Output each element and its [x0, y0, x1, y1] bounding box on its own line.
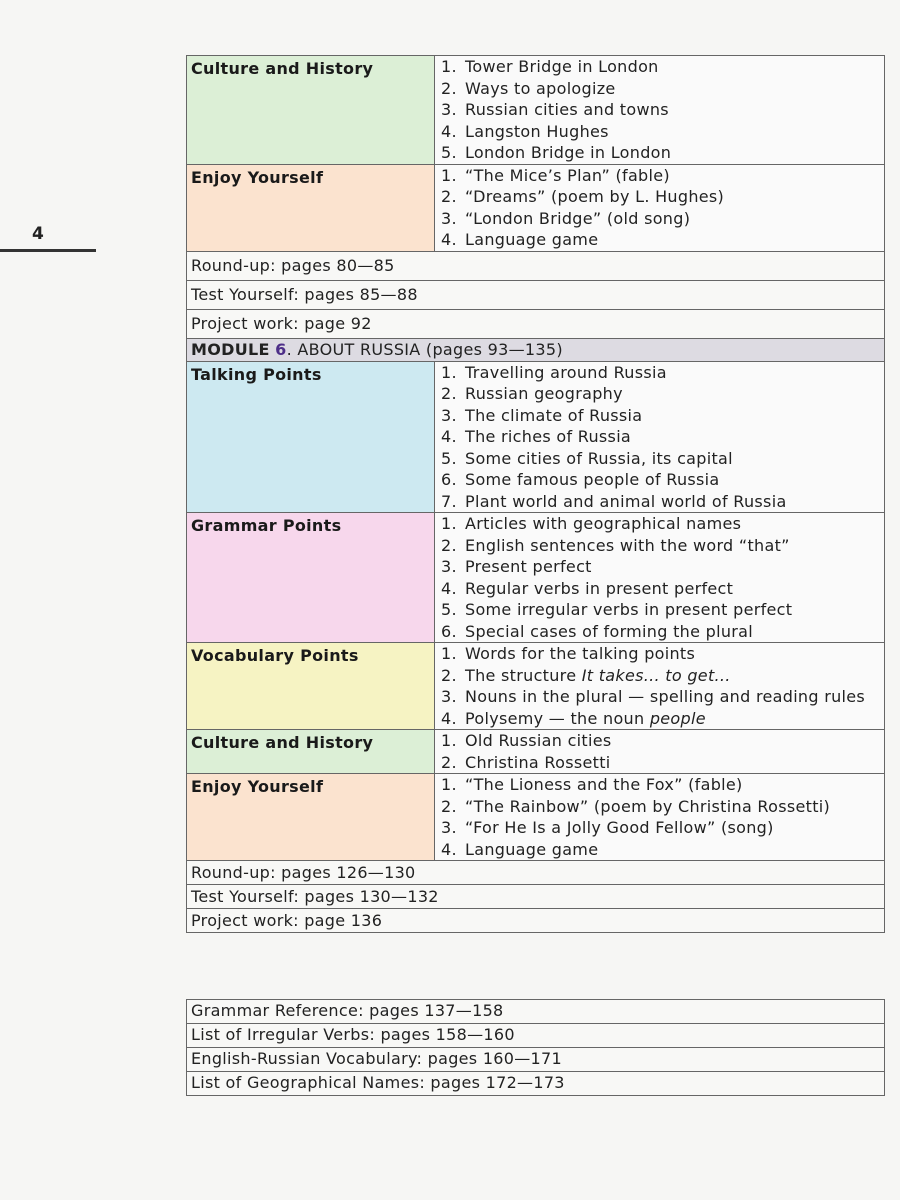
list-item: English sentences with the word “that” — [465, 535, 790, 555]
culture-history-label: Culture and History — [187, 56, 435, 165]
list-item: Some cities of Russia, its capital — [465, 448, 733, 468]
culture-history-row — [187, 56, 885, 165]
vocabulary-points-row — [187, 643, 885, 730]
test-yourself-row: Test Yourself: pages 85—88 — [187, 280, 885, 309]
list-item: Present perfect — [465, 557, 592, 576]
enjoy-yourself-items — [435, 164, 885, 251]
list-item: “The Rainbow” (poem by Christina Rossetti) — [465, 796, 831, 816]
talking-points-row — [187, 361, 885, 513]
grammar-reference-row: Grammar Reference: pages 137—158 — [187, 1000, 885, 1024]
item-text: Polysemy — the noun — [465, 708, 650, 728]
list-item: “For He Is a Jolly Good Fellow” (song) — [465, 818, 774, 837]
list-item: Some famous people of Russia — [465, 470, 720, 489]
module-number: 6 — [275, 339, 287, 359]
page-number: 4 — [32, 224, 44, 244]
list-item: “London Bridge” (old song) — [465, 208, 691, 228]
grammar-points-label: Grammar Points — [187, 513, 435, 643]
grammar-points-row — [187, 513, 885, 643]
page-number-rule — [0, 249, 96, 252]
contents-table — [186, 55, 885, 933]
list-item: Words for the talking points — [465, 644, 696, 663]
list-item — [439, 708, 880, 730]
vocabulary-points-items — [435, 643, 885, 730]
list-item: “The Lioness and the Fox” (fable) — [465, 775, 743, 794]
enjoy-yourself-row — [187, 164, 885, 251]
list-item: Ways to apologize — [465, 78, 616, 98]
enjoy-yourself-row-2 — [187, 774, 885, 861]
list-item: “The Mice’s Plan” (fable) — [465, 165, 670, 185]
list-item: Language game — [465, 839, 599, 859]
enjoy-yourself-label-2: Enjoy Yourself — [187, 774, 435, 861]
list-item: Russian cities and towns — [465, 100, 669, 119]
list-item: Regular verbs in present perfect — [465, 578, 734, 598]
list-item — [439, 665, 880, 687]
item-italic: It takes... to get... — [581, 665, 731, 685]
list-item: Plant world and animal world of Russia — [465, 491, 787, 511]
item-italic: people — [649, 708, 706, 728]
culture-history-items-2 — [435, 730, 885, 774]
list-item: Travelling around Russia — [465, 362, 667, 382]
roundup-row: Round-up: pages 80—85 — [187, 251, 885, 280]
module-prefix: MODULE — [191, 339, 270, 359]
item-text: The structure — [465, 665, 582, 685]
enjoy-yourself-label: Enjoy Yourself — [187, 164, 435, 251]
geographical-names-row: List of Geographical Names: pages 172—173 — [187, 1072, 885, 1096]
list-item: Some irregular verbs in present perfect — [465, 600, 793, 619]
irregular-verbs-row: List of Irregular Verbs: pages 158—160 — [187, 1024, 885, 1048]
list-item: Christina Rossetti — [465, 752, 611, 772]
references-table — [186, 999, 885, 1096]
list-item: Special cases of forming the plural — [465, 621, 753, 641]
project-work-row-2: Project work: page 136 — [187, 909, 885, 933]
module-heading — [187, 338, 885, 361]
talking-points-label: Talking Points — [187, 361, 435, 513]
list-item: Tower Bridge in London — [465, 57, 659, 76]
list-item: Nouns in the plural — spelling and reading rules — [465, 687, 866, 706]
module-title: . ABOUT RUSSIA (pages 93—135) — [286, 339, 563, 359]
culture-history-row-2 — [187, 730, 885, 774]
project-work-row: Project work: page 92 — [187, 309, 885, 338]
grammar-points-items — [435, 513, 885, 643]
culture-history-label-2: Culture and History — [187, 730, 435, 774]
vocabulary-points-label: Vocabulary Points — [187, 643, 435, 730]
test-yourself-row-2: Test Yourself: pages 130—132 — [187, 885, 885, 909]
vocabulary-row: English-Russian Vocabulary: pages 160—171 — [187, 1048, 885, 1072]
list-item: Articles with geographical names — [465, 514, 742, 533]
enjoy-yourself-items-2 — [435, 774, 885, 861]
list-item: “Dreams” (poem by L. Hughes) — [465, 187, 725, 206]
list-item: London Bridge in London — [465, 143, 672, 162]
list-item: Language game — [465, 230, 599, 249]
list-item: The climate of Russia — [465, 405, 643, 425]
list-item: The riches of Russia — [465, 427, 632, 446]
roundup-row-2: Round-up: pages 126—130 — [187, 861, 885, 885]
culture-history-items — [435, 56, 885, 165]
list-item: Old Russian cities — [465, 731, 612, 750]
list-item: Russian geography — [465, 384, 623, 403]
talking-points-items — [435, 361, 885, 513]
list-item: Langston Hughes — [465, 121, 609, 141]
